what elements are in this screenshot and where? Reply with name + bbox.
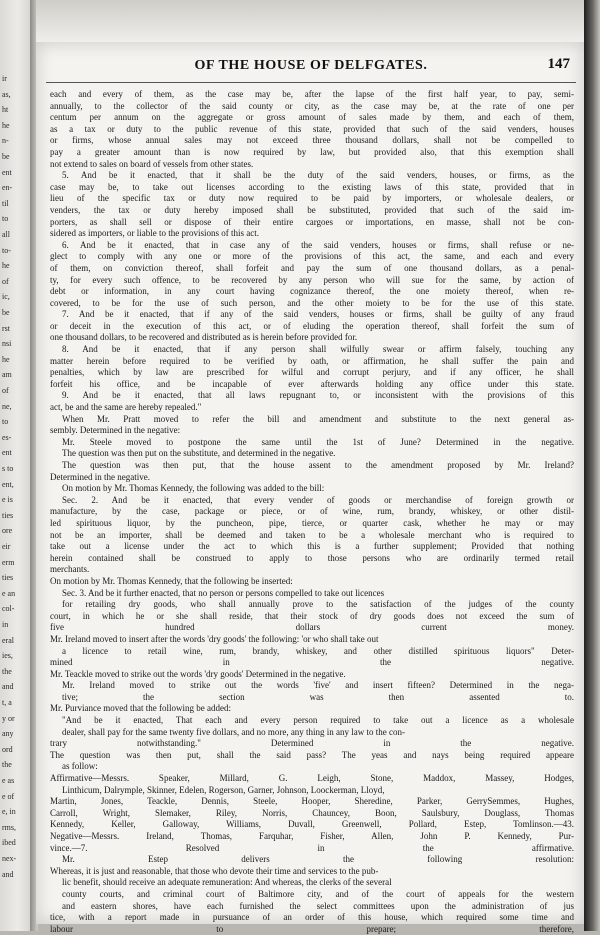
- margin-fragment: ord: [2, 744, 13, 754]
- text-line: The question was then put on the substitute, and determined in the negative.: [62, 448, 336, 459]
- text-line: each and every of them, as the case may be, after the lapse of the first half year, to pay, semi-: [50, 89, 574, 99]
- top-band: [36, 0, 584, 42]
- text-line: 8. And be it enacted, that if any person shall wilfully swear or affirm falsely, touching any: [62, 344, 574, 355]
- text-line: glect to comply with any one or more of the provisions of this act, the same, and each and every: [50, 251, 574, 262]
- text-line: one thousand dollars, to be recovered and distributed as is herein before provided for.: [50, 332, 358, 343]
- margin-fragment: t, a: [2, 698, 12, 707]
- margin-fragment: en-: [2, 183, 13, 193]
- margin-fragment: be: [2, 152, 10, 161]
- text-line: not be an importer, shall be deemed and taken to be a wholesale merchant who is required to: [50, 529, 574, 540]
- text-line: act, be and the same are hereby repealed.": [50, 402, 202, 413]
- text-line: The question was then put, that the house assent to the amendment proposed by Mr. Ireland?: [62, 460, 574, 470]
- margin-fragment: y or: [2, 713, 15, 723]
- margin-fragment: he: [2, 261, 10, 271]
- text-line: sembly. Determined in the negative:: [50, 425, 181, 436]
- text-line: case may be, to take out licenses according to the existing laws of this state, provided that in: [50, 181, 574, 192]
- text-line: Mr. Teackle moved to strike out the words 'dry goods' Determined in the negative.: [50, 668, 346, 679]
- margin-fragment: he: [2, 354, 10, 364]
- text-line: trary notwithstanding." Determined in the negative.: [50, 738, 574, 749]
- text-line: annually, to the collector of the said county or city, as the case may be, at the rate of one per: [50, 100, 574, 111]
- margin-fragment: e of: [2, 791, 15, 801]
- text-line: debt or information, in any court having cognizance thereof, the one moiety thereof, when re-: [50, 286, 574, 297]
- margin-fragment: all: [2, 230, 10, 239]
- text-line: Carroll, Wright, Slemaker, Riley, Norris, Chauncey, Boon, Saulsbury, Douglass, Thomas: [50, 807, 574, 818]
- margin-fragment: of: [2, 276, 9, 286]
- margin-fragment: e as: [2, 776, 15, 785]
- text-line: matter herein before required to be verified by oath, or affirmation, he shall suffer the pain and: [50, 355, 574, 366]
- text-line: court, in which he or she shall reside, that their stock of dry goods does not exceed the sum of: [50, 610, 574, 621]
- margin-fragment: the: [2, 666, 12, 676]
- body-text: [50, 89, 574, 935]
- text-line: tive; the section was then assented to.: [62, 691, 574, 702]
- text-line: not extend to sales on board of vessels from other states.: [50, 158, 254, 169]
- text-line: ty, for every such offence, to be recovered by any person who will sue for the same, by action of: [50, 274, 574, 285]
- margin-fragment: to-: [2, 245, 11, 255]
- text-line: take out a license under the act to which this is a further supplement; Provided that nothing: [50, 541, 574, 552]
- margin-fragment: ir: [2, 74, 7, 83]
- text-line: penalties, which by law are prescribed for wilful and corrupt perjury, and if any officer, he shall: [50, 367, 574, 378]
- margin-fragment: eral: [2, 635, 14, 645]
- margin-fragment: col-: [2, 604, 15, 614]
- text-line: Mr. Ireland moved to strike out the words 'five' and insert fifteen? Determined in the nega-: [62, 680, 574, 691]
- text-line: dealer, shall pay for the same twenty five dollars, and no more, any thing in any law to the con-: [62, 726, 406, 737]
- text-line: a licence to retail wine, rum, brandy, whiskey, and other distilled spirituous liquors" Deter-: [62, 645, 574, 656]
- text-line: 9. And be it enacted, that all laws repugnant to, or inconsistent with the provisions of this: [62, 390, 574, 401]
- text-line: Sec. 2. And be it enacted, that every vender of goods or merchandise of foreign growth or: [62, 494, 574, 505]
- margin-fragment: n-: [2, 136, 9, 146]
- margin-fragment: am: [2, 370, 12, 380]
- text-line: porters, as shall sell or dispose of their entire cargoes or importations, en masse, shall not be con-: [50, 216, 574, 227]
- text-line: covered, to be for the use of such person, and the other moiety to be for the use of this state.: [50, 297, 574, 308]
- text-line: county courts, and criminal court of Baltimore city, and of the court of appeals for the western: [62, 888, 574, 899]
- text-line: Negative—Messrs. Ireland, Thomas, Farquhar, Fisher, Allen, John P. Kennedy, Pur-: [50, 831, 574, 841]
- margin-fragment: es-: [2, 432, 12, 442]
- previous-page-edge: [0, 0, 30, 931]
- running-head: OF THE HOUSE OF DELFGATES.: [194, 58, 428, 73]
- header-rule: [46, 82, 576, 83]
- text-line: When Mr. Pratt moved to refer the bill and amendment and substitute to the next general as-: [62, 413, 574, 424]
- margin-fragment: e an: [2, 588, 16, 598]
- text-line: 6. And be it enacted, that in case any of the said venders, houses or firms, shall refuse or ne-: [62, 239, 574, 250]
- text-line: five hundred dollars current money.: [50, 622, 574, 633]
- text-line: as follow:: [62, 761, 98, 772]
- margin-fragment: rms,: [2, 822, 16, 832]
- text-line: or deceit in the execution of this act, or of eluding the operation thereof, shall forfeit the sum of: [50, 320, 574, 331]
- text-line: and eastern shores, have each furnished the select committees upon the administration of jus: [62, 900, 574, 911]
- binding-edge: [584, 0, 600, 931]
- text-line: led spirituous liquor, by the puncheon, pipe, tierce, or quarter cask, whether he may or may: [50, 517, 574, 528]
- text-line: "And be it enacted, That each and every person required to take out a licence as a wholesale: [62, 715, 574, 726]
- margin-fragment: ent,: [2, 479, 14, 489]
- margin-fragment: of: [2, 386, 9, 395]
- page-header: [44, 56, 578, 78]
- margin-fragment: eir: [2, 542, 11, 551]
- text-line: herein contained shall be construed to apply to those persons who are ordinarily termed retail: [50, 552, 574, 563]
- text-line: The question was then put, shall the said pass? The yeas and nays being required appeare: [50, 749, 574, 760]
- text-line: merchants.: [50, 564, 90, 575]
- text-line: Mr. Estep delivers the following resolution:: [62, 854, 574, 865]
- text-line: tice, with a report made in pursuance of an order of this house, which required some time and: [50, 912, 574, 923]
- text-line: lic benefit, should receive an adequate remuneration: And whereas, the clerks of the several: [62, 877, 392, 888]
- text-line: mined in the negative.: [50, 657, 574, 668]
- margin-fragment: ic,: [2, 292, 10, 302]
- text-line: lieu of the specific tax or duty now required to be paid by importers, or wholesale dealers, or: [50, 193, 574, 204]
- text-line: Whereas, it is just and reasonable, that those who devote their time and services to the pub-: [50, 865, 379, 876]
- text-line: Affirmative—Messrs. Speaker, Millard, G. Leigh, Stone, Maddox, Massey, Hodges,: [50, 773, 574, 784]
- text-line: of them, on conviction thereof, shall forfeit and pay the sum of one thousand dollars, as a penal-: [50, 262, 574, 273]
- text-line: Mr. Ireland moved to insert after the words 'dry goods' the following: 'or who shall take out: [50, 633, 379, 644]
- text-line: Linthicum, Dalrymple, Skinner, Edelen, Rogerson, Garner, Johnson, Loockerman, Lloyd,: [62, 784, 385, 795]
- text-line: vince.—7. Resolved in the affirmative.: [50, 842, 574, 853]
- document-page: [36, 42, 588, 934]
- margin-fragment: the: [2, 760, 12, 770]
- text-line: On motion by Mr. Thomas Kennedy, that the following be inserted:: [50, 575, 293, 586]
- margin-fragment: to: [2, 214, 9, 224]
- text-line: Mr. Steele moved to postpone the same until the 1st of June? Determined in the negative.: [62, 436, 574, 447]
- margin-fragment: ties: [2, 573, 14, 583]
- text-line: 7. And be it enacted, that if any of the said venders, houses or firms, shall be guilty of any fraud: [62, 309, 574, 320]
- margin-fragment: to: [2, 417, 9, 427]
- text-line: manufacture, by the case, package or piece, or of wine, rum, brandy, whiskey, or other distil-: [50, 506, 574, 517]
- margin-fragment: as,: [2, 89, 11, 99]
- margin-fragment: ties: [2, 510, 14, 520]
- text-line: as a tax or duty to the public revenue of this state, provided that such of the said venders, houses: [50, 123, 574, 134]
- text-line: 5. And be it enacted, that it shall be the duty of the said venders, houses, or firms, as the: [62, 170, 574, 181]
- text-line: Martin, Jones, Teackle, Dennis, Steele, Hooper, Sheredine, Parker, GerrySemmes, Hughes,: [50, 796, 574, 807]
- margin-fragment: in: [2, 620, 9, 629]
- text-line: On motion by Mr. Thomas Kennedy, the following was added to the bill:: [62, 483, 325, 494]
- text-line: venders, the tax or duty hereby imposed shall be substituted, provided that such of the said im-: [50, 204, 574, 215]
- margin-fragment: ent: [2, 448, 12, 458]
- margin-fragment: nex-: [2, 854, 17, 863]
- margin-fragment: ne,: [2, 401, 12, 411]
- text-line: sidered as importers, or liable to the provisions of this act.: [50, 228, 259, 239]
- margin-fragment: any: [2, 729, 14, 739]
- text-line: labour to prepare; therefore,: [50, 923, 574, 934]
- margin-fragment: s to: [2, 464, 14, 473]
- page-number: 147: [547, 56, 570, 72]
- margin-fragment: rst: [2, 323, 10, 333]
- margin-fragment: til: [2, 198, 9, 208]
- margin-fragment: e, in: [2, 807, 16, 817]
- text-line: forfeit his office, and be incapable of ever afterwards holding any office under this state.: [50, 378, 574, 389]
- text-line: Kennedy, Keller, Galloway, Williams, Duvall, Greenwell, Pollard, Estep, Tomlinson.—43.: [50, 819, 574, 830]
- text-line: pay a greater amount than is now required by law, but provided also, that this exemption shall: [50, 146, 574, 157]
- margin-fragment: ibed: [2, 838, 16, 848]
- margin-fragment: nsi: [2, 339, 12, 349]
- text-line: Mr. Purviance moved that the following be added:: [50, 703, 231, 714]
- text-line: centum per annum on the aggregate or gross amount of sales made by them, and each of them,: [50, 112, 574, 123]
- margin-fragment: ore: [2, 526, 13, 536]
- text-line: Sec. 3. And be it further enacted, that no person or persons compelled to take out licences: [62, 587, 385, 598]
- margin-fragment: e is: [2, 495, 13, 505]
- margin-fragment: ent: [2, 167, 12, 177]
- text-line: Determined in the negative.: [50, 471, 150, 482]
- margin-fragment: be: [2, 308, 10, 317]
- text-line: for retailing dry goods, who shall annually prove to the satisfaction of the judges of the county: [62, 599, 574, 610]
- margin-fragment: and: [2, 682, 14, 692]
- margin-fragment: erm: [2, 557, 15, 567]
- margin-fragment: he: [2, 120, 10, 130]
- text-line: or firms, whose annual sales may not exceed three thousand dollars, shall not be compelled to: [50, 135, 574, 146]
- margin-fragment: ht: [2, 105, 9, 115]
- margin-fragment: and: [2, 869, 14, 879]
- margin-fragment: ies,: [2, 651, 13, 661]
